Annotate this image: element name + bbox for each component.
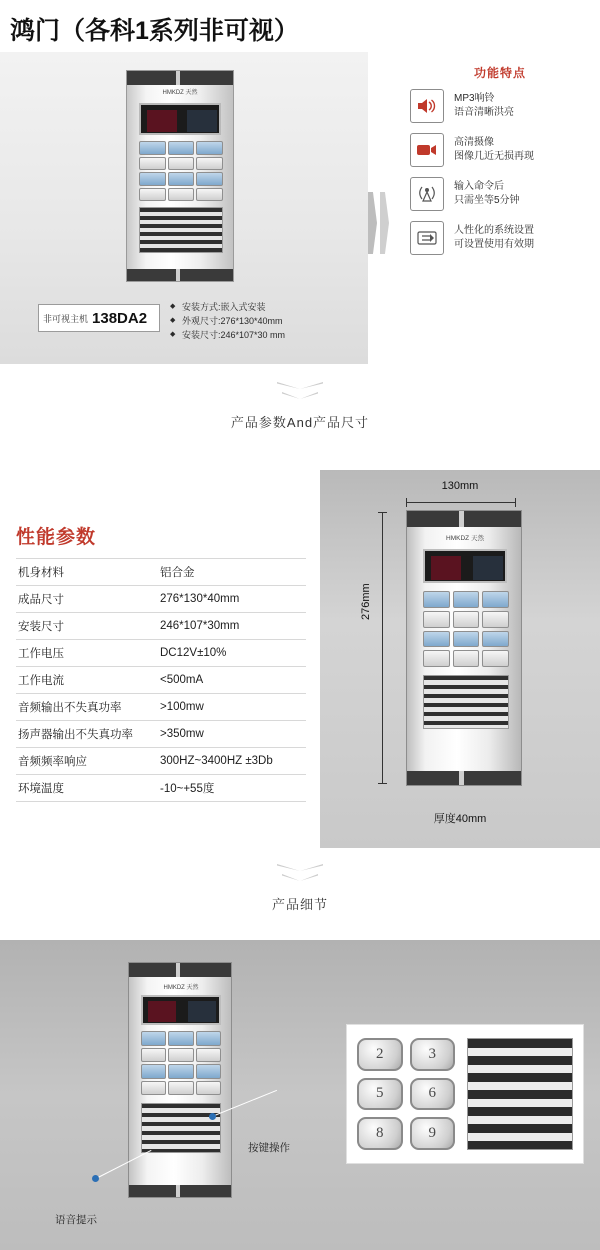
section-label: 产品参数And产品尺寸 <box>230 415 370 430</box>
top-overview-panel <box>0 52 600 364</box>
device-keypad <box>423 591 509 667</box>
feature-line-2: 图像几近无损再现 <box>454 151 534 162</box>
feature-line-2: 只需坐等5分钟 <box>454 195 520 206</box>
dimension-height-label: 276mm <box>360 583 372 620</box>
feature-item-mp3 <box>410 89 590 123</box>
table-row <box>16 775 306 802</box>
feature-item-settings <box>410 221 590 255</box>
page-header <box>0 14 600 48</box>
device-illustration-dimensions <box>398 510 530 788</box>
camera-icon <box>410 133 444 167</box>
feature-item-text <box>454 224 534 252</box>
device-top-bracket <box>127 71 233 85</box>
param-value: -10~+55度 <box>158 775 306 802</box>
device-top-bracket <box>129 963 231 977</box>
device-body <box>126 70 234 282</box>
param-key: 环境温度 <box>16 775 158 802</box>
install-spec-item: ◆ 安装方式:嵌入式安装 <box>170 300 360 314</box>
table-row <box>16 667 306 694</box>
settings-icon <box>410 221 444 255</box>
feature-line-1: MP3响铃 <box>454 93 495 104</box>
param-value: 300HZ~3400HZ ±3Db <box>158 748 306 775</box>
antenna-icon <box>410 177 444 211</box>
param-value: >350mw <box>158 721 306 748</box>
callout-dot-voice <box>92 1175 99 1182</box>
param-value: DC12V±10% <box>158 640 306 667</box>
feature-item-text <box>454 180 520 208</box>
device-screen <box>139 103 221 135</box>
feature-item-camera <box>410 133 590 167</box>
param-value: <500mA <box>158 667 306 694</box>
table-row <box>16 640 306 667</box>
closeup-key: 2 <box>357 1038 403 1071</box>
device-body <box>406 510 522 786</box>
closeup-keypad <box>357 1038 455 1150</box>
dimension-width-line <box>406 502 516 503</box>
param-key: 机身材料 <box>16 559 158 586</box>
feature-line-1: 人性化的系统设置 <box>454 225 534 236</box>
device-bottom-bracket <box>129 1185 231 1197</box>
params-table <box>16 558 306 802</box>
detail-closeup-photo <box>346 1024 584 1164</box>
feature-list-title: 功能特点 <box>473 66 526 80</box>
param-key: 扬声器输出不失真功率 <box>16 721 158 748</box>
closeup-key: 6 <box>410 1078 456 1111</box>
chevron-down-icon <box>277 864 323 884</box>
table-row <box>16 694 306 721</box>
model-number: 138DA2 <box>92 309 148 327</box>
section-divider-params <box>0 382 600 431</box>
closeup-key: 5 <box>357 1078 403 1111</box>
device-speaker-grille <box>141 1103 221 1153</box>
table-row <box>16 748 306 775</box>
device-illustration-details <box>120 962 240 1202</box>
param-key: 工作电压 <box>16 640 158 667</box>
callout-label-keypad: 按键操作 <box>248 1142 290 1154</box>
param-value: 246*107*30mm <box>158 613 306 640</box>
feature-line-2: 可设置使用有效期 <box>454 239 534 250</box>
callout-label-voice: 语音提示 <box>55 1214 97 1226</box>
closeup-key: 3 <box>410 1038 456 1071</box>
device-top-bracket <box>407 511 521 527</box>
device-keypad <box>139 141 223 201</box>
page-title: 鸿门（各科1系列非可视） <box>10 17 299 45</box>
feature-line-1: 高清摄像 <box>454 137 494 148</box>
chevron-down-icon <box>277 382 323 402</box>
device-illustration-main <box>118 60 243 292</box>
speaker-icon <box>410 89 444 123</box>
device-body <box>128 962 232 1198</box>
product-details-section <box>0 940 600 1250</box>
dimension-height-line <box>382 512 383 784</box>
device-screen <box>423 549 507 583</box>
install-spec-item: ◆ 安装尺寸:246*107*30 mm <box>170 328 360 342</box>
section-label: 产品细节 <box>271 897 328 912</box>
feature-item-command <box>410 177 590 211</box>
table-row <box>16 613 306 640</box>
param-key: 安装尺寸 <box>16 613 158 640</box>
section-divider-details <box>0 864 600 913</box>
param-value: 铝合金 <box>158 559 306 586</box>
table-row <box>16 586 306 613</box>
dimension-width-label: 130mm <box>441 480 479 492</box>
model-label-box <box>38 304 160 332</box>
feature-line-1: 输入命令后 <box>454 181 504 192</box>
arrow-right-icon <box>368 192 394 254</box>
param-key: 音频频率响应 <box>16 748 158 775</box>
install-spec-list <box>170 300 360 342</box>
feature-item-text <box>454 136 534 164</box>
params-title: 性能参数 <box>16 527 97 548</box>
callout-dot-keypad <box>209 1113 216 1120</box>
param-value: >100mw <box>158 694 306 721</box>
dimension-thickness-label: 厚度40mm <box>433 813 487 825</box>
performance-params-section <box>0 470 320 848</box>
install-spec-item: ◆ 外观尺寸:276*130*40mm <box>170 314 360 328</box>
param-key: 成品尺寸 <box>16 586 158 613</box>
device-speaker-grille <box>139 207 223 253</box>
param-key: 工作电流 <box>16 667 158 694</box>
feature-item-text <box>454 92 514 120</box>
device-bottom-bracket <box>407 771 521 785</box>
device-logo: HMKDZ 天然 <box>163 985 199 991</box>
device-screen <box>141 995 221 1025</box>
device-speaker-grille <box>423 675 509 729</box>
device-keypad <box>141 1031 221 1095</box>
feature-line-2: 语音清晰洪亮 <box>454 107 514 118</box>
closeup-speaker-grille <box>467 1038 573 1150</box>
model-label-prefix: 非可视主机 <box>43 313 89 324</box>
closeup-key: 8 <box>357 1117 403 1150</box>
dimension-diagram-section <box>320 470 600 848</box>
table-row <box>16 721 306 748</box>
closeup-key: 9 <box>410 1117 456 1150</box>
device-bottom-bracket <box>127 269 233 281</box>
param-key: 音频输出不失真功率 <box>16 694 158 721</box>
feature-list <box>410 64 590 265</box>
device-logo: HMKDZ 天然 <box>162 90 198 96</box>
param-value: 276*130*40mm <box>158 586 306 613</box>
device-logo: HMKDZ 天然 <box>446 535 484 542</box>
table-row <box>16 559 306 586</box>
